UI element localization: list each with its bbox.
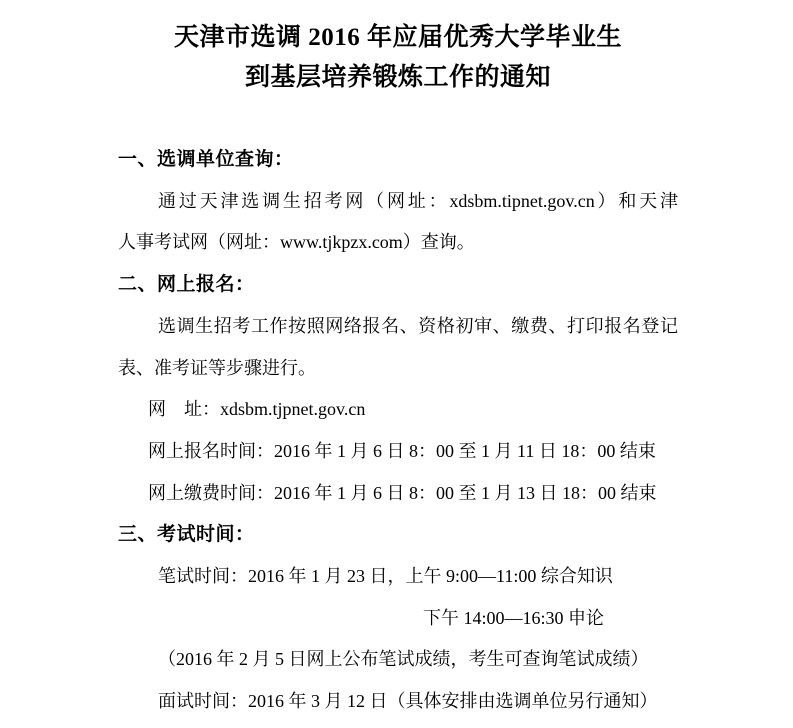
registration-paragraph-line2: 表、准考证等步骤进行。	[118, 357, 316, 378]
registration-website-line: 网 址：xdsbm.tjpnet.gov.cn	[148, 399, 366, 420]
query-paragraph-line2: 人事考试网（网址：www.tjkpzx.com）查询。	[118, 232, 475, 253]
registration-payment-time-line: 网上缴费时间：2016 年 1 月 6 日 8：00 至 1 月 13 日 18：00 结束	[148, 482, 657, 503]
exam-afternoon-line: 下午 14:00—16:30 申论	[423, 607, 605, 628]
notice-body	[118, 139, 678, 723]
section-heading-query: 一、选调单位查询：	[118, 149, 294, 170]
exam-interview-time-line: 面试时间：2016 年 3 月 12 日（具体安排由选调单位另行通知）	[158, 691, 658, 712]
query-paragraph-line1: 通过天津选调生招考网（网址：xdsbm.tipnet.gov.cn）和天津	[158, 190, 678, 211]
notice-title	[118, 18, 678, 98]
exam-written-time-line: 笔试时间：2016 年 1 月 23 日，上午 9:00—11:00 综合知识	[158, 566, 613, 587]
registration-paragraph-line1: 选调生招考工作按照网络报名、资格初审、缴费、打印报名登记	[158, 315, 678, 336]
section-heading-registration: 二、网上报名：	[118, 274, 255, 296]
notice-title-line2: 到基层培养锻炼工作的通知	[244, 64, 551, 91]
exam-score-note-line: （2016 年 2 月 5 日网上公布笔试成绩，考生可查询笔试成绩）	[158, 649, 649, 670]
notice-title-line1: 天津市选调 2016 年应届优秀大学毕业生	[173, 24, 622, 51]
registration-signup-time-line: 网上报名时间：2016 年 1 月 6 日 8：00 至 1 月 11 日 18：00 结束	[148, 440, 656, 461]
section-heading-exam: 三、考试时间：	[118, 524, 255, 546]
